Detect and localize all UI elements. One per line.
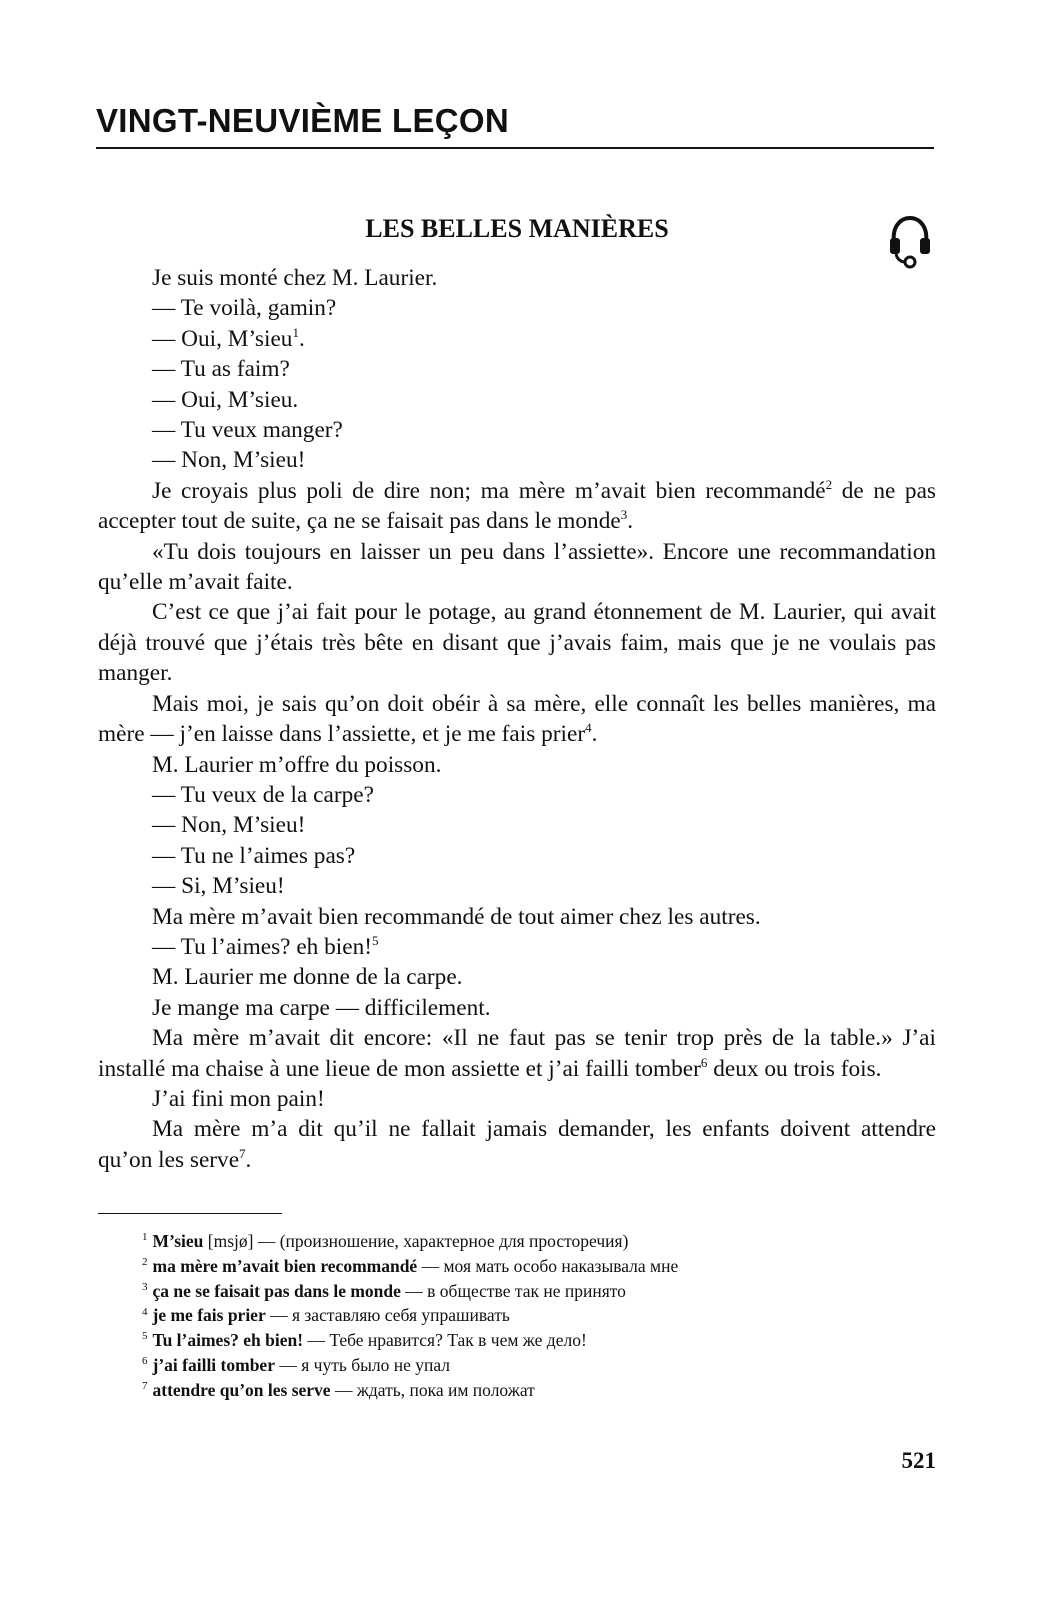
- dialogue-line: [98, 780, 936, 810]
- footnote-marker: 4: [585, 720, 592, 736]
- footnote: [142, 1328, 942, 1353]
- dialogue-line: [98, 841, 936, 871]
- dialogue-line: [98, 810, 936, 840]
- dialogue-line: [98, 902, 936, 932]
- footnote: [142, 1353, 942, 1378]
- footnote-marker: 7: [239, 1146, 246, 1162]
- page-number: 521: [901, 1448, 936, 1473]
- footnote-term: M’sieu: [152, 1231, 204, 1251]
- text-run: Je suis monté chez M. Laurier.: [152, 265, 438, 291]
- text-run: «Tu dois toujours en laisser un peu dans l’assiette». Encore une recommandation qu’elle m’avait faite.: [98, 538, 936, 596]
- text-run: Je croyais plus poli de dire non; ma mère m’avait bien recommandé: [152, 477, 826, 504]
- paragraph: [98, 1023, 936, 1084]
- footnote-number: 2: [142, 1255, 148, 1268]
- footnote-number: 6: [142, 1355, 148, 1368]
- text-run: deux ou trois fois.: [707, 1055, 882, 1082]
- text-run: Je mange ma carpe — difficilement.: [152, 994, 491, 1021]
- paragraph: [98, 689, 936, 750]
- footnote-translation: — ждать, пока им положат: [330, 1379, 535, 1400]
- text-run: Ma mère m’avait bien recommandé de tout aimer chez les autres.: [152, 903, 761, 930]
- lesson-title: VINGT-NEUVIÈME LEÇON: [96, 102, 510, 139]
- footnote-term: ma mère m’avait bien recommandé: [152, 1255, 418, 1276]
- footnote-marker: 5: [372, 933, 379, 949]
- text-run: — Tu l’aimes? eh bien!: [152, 933, 373, 960]
- text-run: Ma mère m’avait dit encore: «Il ne faut pas se tenir trop près de la table.» J’ai installé ma chaise à une lieue de mon assiette et j’ai failli tomber: [98, 1025, 936, 1082]
- footnote-translation: — Тебе нравится? Так в чем же дело!: [303, 1330, 587, 1351]
- text-run: Ma mère m’a dit qu’il ne fallait jamais demander, les enfants doivent attendre qu’on les serve: [98, 1116, 936, 1173]
- text-run: — Tu as faim?: [152, 356, 290, 383]
- dialogue-line: [98, 293, 936, 323]
- text-run: M. Laurier me donne de la carpe.: [152, 964, 463, 991]
- footnote-rule: [98, 1213, 282, 1214]
- dialogue-line: [98, 962, 936, 992]
- text-run: .: [298, 325, 305, 352]
- footnote-marker: 2: [825, 477, 833, 493]
- text-run: J’ai fini mon pain!: [152, 1085, 325, 1112]
- footnote-translation: [msjø] — (произношение, характерное для просторечия): [203, 1231, 629, 1251]
- story-body: [98, 263, 936, 1175]
- footnote-number: 3: [142, 1280, 148, 1293]
- footnote-term: Tu l’aimes? eh bien!: [152, 1330, 304, 1351]
- footnote-number: 4: [142, 1305, 148, 1318]
- dialogue-line: [98, 993, 936, 1023]
- footnote-term: attendre qu’on les serve: [152, 1379, 331, 1400]
- text-run: — Tu veux de la carpe?: [152, 781, 374, 808]
- footnote-marker: 3: [620, 507, 628, 523]
- dialogue-line: [98, 932, 936, 962]
- footnote: [142, 1229, 942, 1254]
- dialogue-line: [98, 263, 936, 293]
- text-run: — Oui, M’sieu.: [152, 386, 299, 413]
- footnote-translation: — я чуть было не упал: [274, 1354, 450, 1375]
- dialogue-line: [98, 871, 936, 901]
- footnote-translation: — я заставляю себя упрашивать: [265, 1305, 510, 1326]
- text-run: — Si, M’sieu!: [152, 873, 285, 900]
- footnote-number: 7: [142, 1379, 148, 1392]
- footnote-term: j’ai failli tomber: [152, 1354, 275, 1375]
- footnote-term: ça ne se faisait pas dans le monde: [152, 1280, 401, 1301]
- text-run: — Oui, M’sieu: [152, 325, 293, 352]
- paragraph: [98, 537, 936, 598]
- text-run: — Non, M’sieu!: [152, 447, 306, 474]
- header-rule: [96, 147, 934, 149]
- footnote-marker: 6: [700, 1054, 708, 1070]
- dialogue-line: [98, 750, 936, 780]
- text-run: — Non, M’sieu!: [152, 812, 306, 839]
- footnote: [142, 1279, 942, 1304]
- footnote-term: je me fais prier: [152, 1305, 266, 1326]
- paragraph: [98, 476, 936, 537]
- footnote-marker: 1: [292, 325, 299, 341]
- footnote: [142, 1378, 942, 1403]
- footnote-number: 1: [142, 1231, 148, 1244]
- text-run: Mais moi, je sais qu’on doit obéir à sa mère, elle connaît les belles manières, ma mère — j’en laisse dans l’assiette, et je me fais prier: [98, 690, 936, 748]
- dialogue-line: [98, 1084, 936, 1114]
- footnote-translation: — в обществе так не принято: [400, 1280, 626, 1301]
- footnote-translation: — моя мать особо наказывала мне: [417, 1255, 679, 1276]
- footnote: [142, 1254, 942, 1279]
- text-run: .: [245, 1146, 252, 1173]
- text-run: de ne pas accepter tout de suite, ça ne se faisait pas dans le monde: [98, 477, 936, 535]
- dialogue-line: [98, 385, 936, 415]
- dialogue-line: [98, 354, 936, 384]
- text-run: — Te voilà, gamin?: [152, 295, 337, 322]
- text-run: .: [627, 508, 634, 535]
- dialogue-line: [98, 415, 936, 445]
- footnotes: [142, 1229, 942, 1403]
- dialogue-line: [98, 445, 936, 475]
- text-run: C’est ce que j’ai fait pour le potage, au grand étonnement de M. Laurier, qui avait déjà trouvé que j’étais très bête en disant que j’avais faim, mais que je ne voulais pas manger.: [98, 599, 936, 687]
- footnote: [142, 1303, 942, 1328]
- paragraph: [98, 597, 936, 688]
- text-run: M. Laurier m’offre du poisson.: [152, 751, 442, 778]
- text-run: .: [591, 721, 598, 748]
- paragraph: [98, 1114, 936, 1175]
- footnote-number: 5: [142, 1330, 148, 1343]
- text-run: — Tu veux manger?: [152, 417, 343, 444]
- text-run: — Tu ne l’aimes pas?: [152, 842, 356, 869]
- story-title: LES BELLES MANIÈRES: [365, 214, 669, 243]
- dialogue-line: [98, 324, 936, 354]
